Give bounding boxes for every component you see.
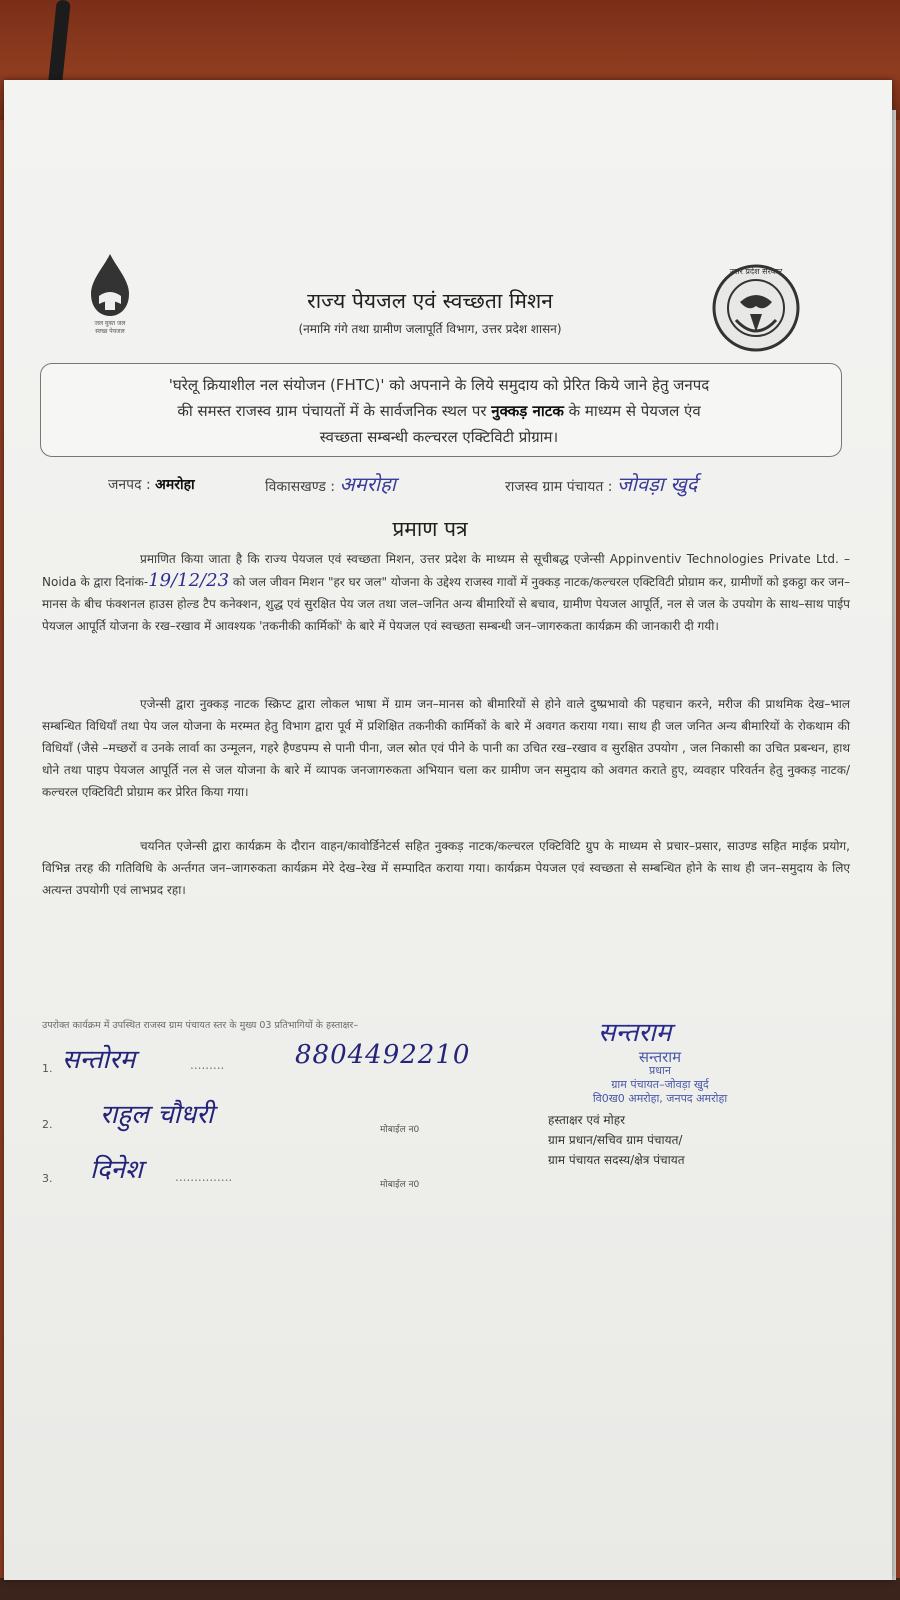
panchayat-value: जोवड़ा खुर्द — [616, 472, 698, 496]
district-value: अमरोहा — [155, 477, 195, 493]
participants-heading: उपरोक्त कार्यक्रम में उपस्थित राजस्व ग्राम पंचायत स्तर के मुख्य 03 प्रतिभागियों के हस्ताक्षर– — [42, 1020, 359, 1031]
district-label: जनपद : — [108, 477, 151, 493]
seal-label: हस्ताक्षर एवं मोहर — [548, 1113, 626, 1127]
block-label: विकासखण्ड : — [265, 479, 336, 495]
certificate-title: प्रमाण पत्र — [392, 517, 468, 541]
participant-number: 1. — [42, 1062, 53, 1075]
participant-signature: दिनेश — [90, 1155, 143, 1185]
handwritten-date: 19/12/23 — [148, 570, 230, 591]
signatory-designation — [548, 1110, 768, 1170]
program-highlight: नुक्कड़ नाटक — [491, 402, 564, 420]
panchayat-label: राजस्व ग्राम पंचायत : — [505, 479, 613, 495]
pradhan-stamp — [560, 1050, 760, 1106]
certificate-paragraph-3: चयनित एजेन्सी द्वारा कार्यक्रम के दौरान वाहन/कावोर्डिनेटर्स सहित नुक्कड़ नाटक/कल्चरल एक्टिविटि ग्रुप के माध्यम से प्रचार–प्रसार, साउण्ड सहित माईक प्रयोग, विभिन्न तरह की गतिविधि के अर्न्तगत जन–जागरुकता कार्यक्रम मेरे देख–रेख में सम्पादित कराया गया। कार्यक्रम पेयजल एवं स्वच्छता से सम्बन्धित होने के साथ ही जन–समुदाय के लिए अत्यन्त उपयोगी एवं लाभप्रद रहा। — [42, 839, 850, 897]
seal-text: उत्तर प्रदेश सरकार — [729, 267, 783, 276]
stamp-line-2: ग्राम पंचायत–जोवड़ा खुर्द — [611, 1078, 709, 1091]
designation-line-2: ग्राम पंचायत सदस्य/क्षेत्र पंचायत — [548, 1153, 685, 1167]
organization-subtitle: (नमामि गंगे तथा ग्रामीण जलापूर्ति विभाग, उत्तर प्रदेश शासन) — [298, 322, 562, 336]
participant-signature: राहुल चौधरी — [100, 1100, 214, 1130]
panchayat-field — [505, 470, 697, 497]
bottom-surface — [0, 1578, 900, 1600]
block-field — [265, 470, 396, 497]
participant-number: 2. — [42, 1118, 53, 1131]
jal-logo — [75, 250, 145, 342]
program-description — [54, 372, 824, 450]
stamp-name: सन्तराम — [638, 1048, 682, 1066]
participant-number: 3. — [42, 1172, 53, 1185]
stamp-line-1: प्रधान — [649, 1064, 671, 1077]
district-field — [108, 475, 195, 494]
organization-title: राज्य पेयजल एवं स्वच्छता मिशन — [307, 289, 553, 313]
program-line-1: 'घरेलू क्रियाशील नल संयोजन (FHTC)' को अपनाने के लिये समुदाय को प्रेरित किये जाने हेतु जनपद — [168, 376, 710, 394]
participant-signature: सन्तोरम — [62, 1045, 136, 1075]
mobile-label: मोबाईल न0 — [380, 1125, 420, 1135]
designation-line-1: ग्राम प्रधान/सचिव ग्राम पंचायत/ — [548, 1133, 683, 1147]
certificate-paragraph-2: एजेन्सी द्वारा नुक्कड़ नाटक स्क्रिप्ट द्वारा लोकल भाषा में ग्राम जन–मानस को बीमारियों से होने वाले दुष्प्रभावो की पहचान करने, मरीज की प्राथमिक देख–भाल सम्बन्धित विधियाँ तथा पेय जल योजना के मरम्मत हेतु विभाग द्वारा पूर्व में प्रशिक्षित तकनीकी कार्मिकों के बारे में अवगत कराया गया। साथ ही जल जनित अन्य बीमारियों के रोकथाम की विधियाँ (जैसे –मच्छरों व उनके लार्वा का उन्मूलन, गहरे हैण्डपम्प से पानी पीना, जल स्रोत एवं पीने के पानी का उचित रख–रखाव व सुरक्षित उपयोग , जल निकासी का उचित प्रबन्धन, हाथ धोने तथा पाइप पेयजल आपूर्ति नल से जल योजना के बारे में व्यापक जनजागरुकता अभियान चला कर ग्रामीण जन समुदाय को अवगत कराते हुए, व्यवहार परिवर्तन हेतु नुक्कड़ नाटक/कल्चरल एक्टिविटी प्रोग्राम कर प्रेरित किया गया। — [42, 697, 850, 799]
pradhan-signature: सन्तराम — [598, 1018, 672, 1048]
certificate-paragraph-1: प्रमाणित किया जाता है कि राज्य पेयजल एवं स्वच्छता मिशन, उत्तर प्रदेश के माध्यम से सूचीबद्ध एजेन्सी Appinventiv Technologies Private Ltd. – Noida के द्वारा दिनांक-19/12/23 को जल जीवन मिशन "हर घर जल" योजना के उद्देश्य राजस्व गावों में नुक्कड़ नाटक/कल्चरल एक्टिविटी प्रोग्राम कर, ग्रामीणों को इकट्ठा कर जन–मानस के बीच फंक्शनल हाउस होल्ड टैप कनेक्शन, शुद्ध एवं सुरक्षित पेय जल तथा जल–जनित अन्य बीमारियों से बचाव, ग्रामीण पेयजल आपूर्ति, नल से जल के उपयोग के साथ–साथ पाईप पेयजल आपूर्ति योजना के रख–रखाव में आवश्यक 'तकनीकी कार्मिकों' के बारे में पेयजल एवं स्वच्छता सम्बन्धी जन–जागरुकता कार्यक्रम की जानकारी दी गयी। — [42, 552, 850, 633]
logo-text-2: स्वच्छ पेयजल — [95, 328, 125, 335]
mobile-label: मोबाईल न0 — [380, 1180, 420, 1190]
up-government-seal — [710, 262, 802, 354]
program-line-2: की समस्त राजस्व ग्राम पंचायतों में के सार्वजनिक स्थल पर नुक्कड़ नाटक के माध्यम से पेयजल एंव — [177, 402, 701, 420]
stamp-line-3: वि0ख0 अमरोहा, जनपद अमरोहा — [592, 1092, 728, 1105]
logo-text-1: जल युक्त जल — [94, 320, 126, 327]
block-value: अमरोहा — [339, 472, 396, 496]
program-line-3: स्वच्छता सम्बन्धी कल्चरल एक्टिविटी प्रोग्राम। — [319, 428, 559, 446]
participant-phone: 8804492210 — [295, 1040, 471, 1070]
